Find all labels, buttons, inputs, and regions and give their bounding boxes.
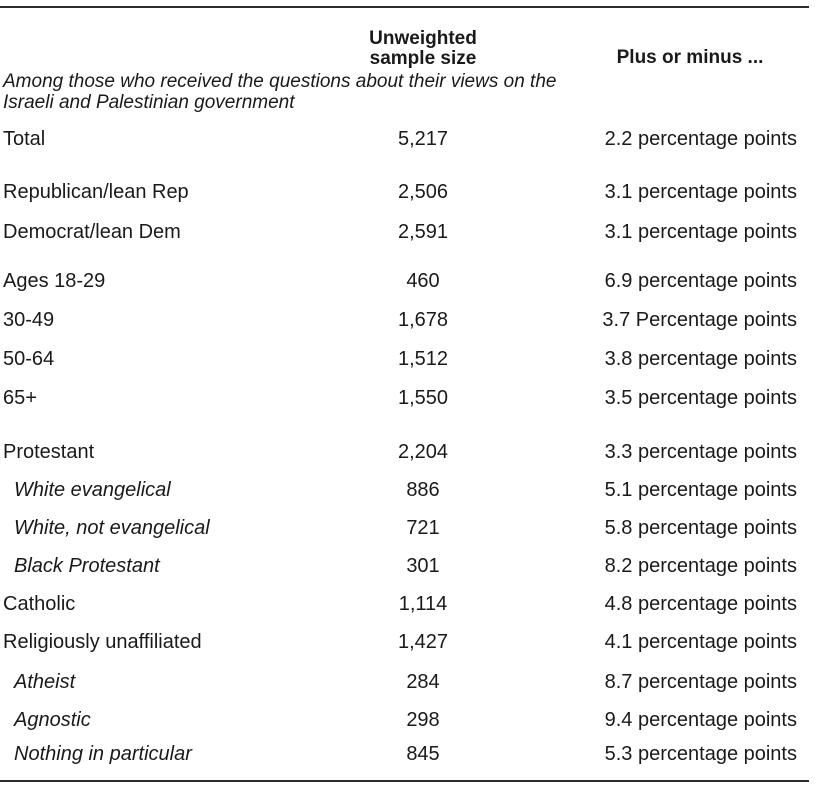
row-sample-size: 1,550 xyxy=(397,387,449,409)
table-row-total xyxy=(0,125,809,153)
row-sample-size: 2,591 xyxy=(397,221,449,243)
row-sample-size: 886 xyxy=(406,479,440,501)
row-margin-of-error: 4.8 percentage points xyxy=(604,593,797,615)
bottom-rule xyxy=(0,780,809,782)
table-row xyxy=(0,706,809,734)
row-sample-size: 721 xyxy=(406,517,440,539)
table-row xyxy=(0,476,809,504)
table-row xyxy=(0,438,809,466)
row-label: Ages 18-29 xyxy=(3,270,106,292)
row-margin-of-error: 9.4 percentage points xyxy=(604,709,797,731)
row-margin-of-error: 4.1 percentage points xyxy=(604,631,797,653)
row-label: White evangelical xyxy=(14,479,171,501)
row-label: Democrat/lean Dem xyxy=(3,221,181,243)
row-label: Atheist xyxy=(14,671,76,693)
table-row xyxy=(0,267,809,295)
row-label: Total xyxy=(3,128,46,150)
row-margin-of-error: 6.9 percentage points xyxy=(604,270,797,292)
table-row xyxy=(0,740,809,768)
sample-size-header-line1: Unweighted xyxy=(369,28,477,49)
table-row xyxy=(0,218,809,246)
row-sample-size: 5,217 xyxy=(397,128,449,150)
row-sample-size: 2,506 xyxy=(397,181,449,203)
row-sample-size: 284 xyxy=(406,671,440,693)
row-label: Republican/lean Rep xyxy=(3,181,189,203)
row-label: 50-64 xyxy=(3,348,55,370)
top-rule xyxy=(0,6,809,8)
row-margin-of-error: 8.7 percentage points xyxy=(604,671,797,693)
row-label: Religiously unaffiliated xyxy=(3,631,202,653)
row-label: Black Protestant xyxy=(14,555,160,577)
row-label: 65+ xyxy=(3,387,37,409)
table-row xyxy=(0,514,809,542)
table-row xyxy=(0,306,809,334)
table-row xyxy=(0,668,809,696)
sample-size-column-header xyxy=(348,29,498,69)
row-sample-size: 2,204 xyxy=(397,441,449,463)
row-label: Nothing in particular xyxy=(14,743,192,765)
row-margin-of-error: 3.8 percentage points xyxy=(604,348,797,370)
row-sample-size: 298 xyxy=(406,709,440,731)
row-margin-of-error: 3.1 percentage points xyxy=(604,221,797,243)
row-label: 30-49 xyxy=(3,309,55,331)
row-margin-of-error: 5.8 percentage points xyxy=(604,517,797,539)
row-sample-size: 460 xyxy=(406,270,440,292)
row-sample-size: 1,114 xyxy=(398,593,448,615)
row-margin-of-error: 8.2 percentage points xyxy=(604,555,797,577)
row-label: Catholic xyxy=(3,593,76,615)
row-label: White, not evangelical xyxy=(14,517,210,539)
row-sample-size: 845 xyxy=(406,743,440,765)
row-sample-size: 1,512 xyxy=(397,348,449,370)
row-label: Protestant xyxy=(3,441,95,463)
table-row xyxy=(0,628,809,656)
table-subtitle: Among those who received the questions about their views on the Israeli and Palestinian government xyxy=(3,71,557,113)
row-margin-of-error: 3.1 percentage points xyxy=(604,181,797,203)
row-margin-of-error: 2.2 percentage points xyxy=(604,128,797,150)
row-margin-of-error: 5.1 percentage points xyxy=(604,479,797,501)
table-row xyxy=(0,384,809,412)
table-row xyxy=(0,178,809,206)
row-sample-size: 1,427 xyxy=(397,631,449,653)
row-margin-of-error: 3.7 Percentage points xyxy=(602,309,797,331)
table-row xyxy=(0,552,809,580)
row-margin-of-error: 3.3 percentage points xyxy=(604,441,797,463)
row-margin-of-error: 3.5 percentage points xyxy=(604,387,797,409)
row-sample-size: 301 xyxy=(406,555,440,577)
row-sample-size: 1,678 xyxy=(397,309,449,331)
table-row xyxy=(0,345,809,373)
row-label: Agnostic xyxy=(14,709,91,731)
row-margin-of-error: 5.3 percentage points xyxy=(604,743,797,765)
margin-of-error-column-header: Plus or minus ... xyxy=(616,47,764,68)
sample-size-header-line2: sample size xyxy=(369,48,477,69)
table-row xyxy=(0,590,809,618)
